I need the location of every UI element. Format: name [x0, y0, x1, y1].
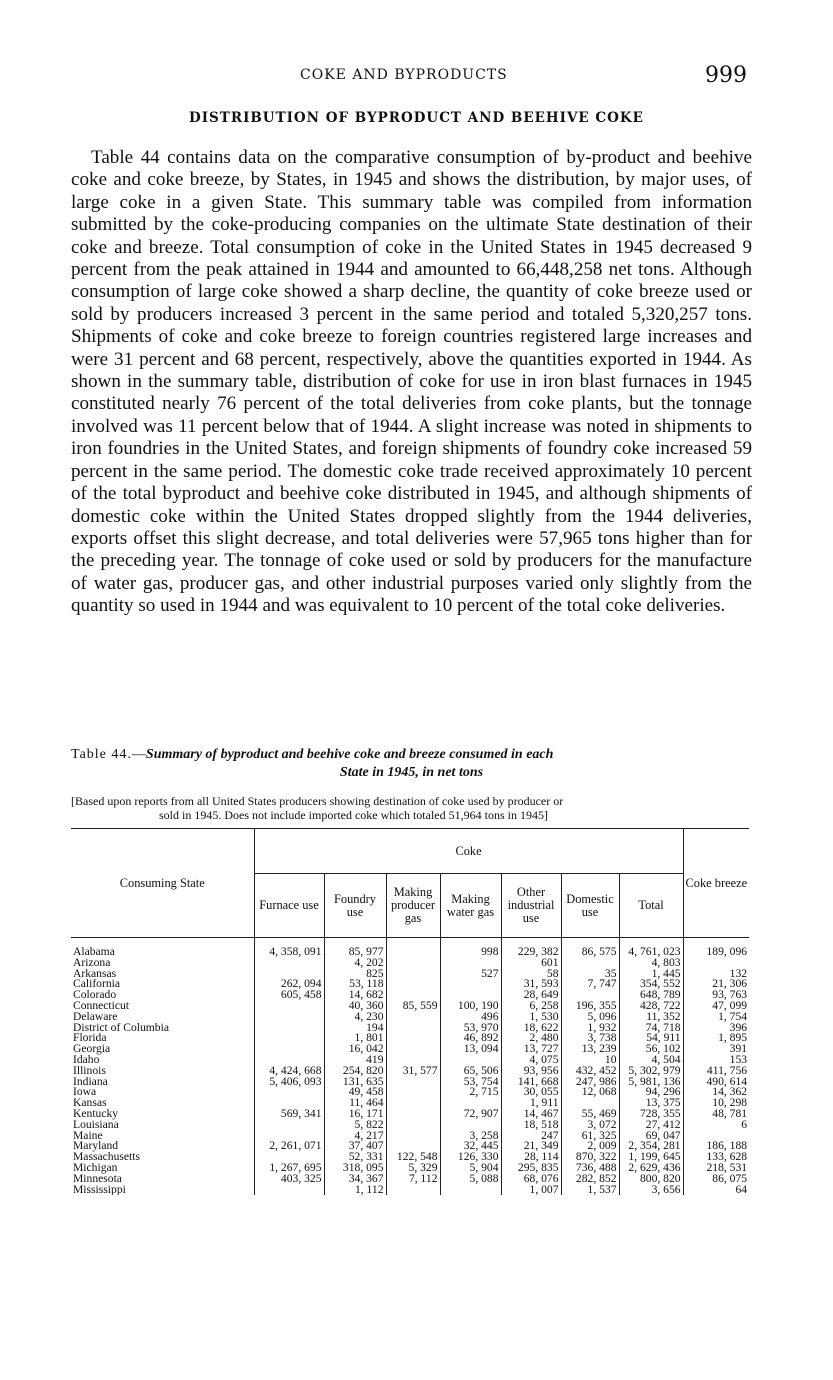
table-row [71, 1174, 749, 1185]
cell-foundry: 85, 977 [324, 938, 386, 958]
cell-furnace [254, 958, 324, 969]
cell-total: 56, 102 [619, 1044, 683, 1055]
cell-domestic: 1, 932 [561, 1023, 619, 1034]
table-row [71, 938, 749, 958]
cell-foundry: 14, 682 [324, 990, 386, 1001]
cell-foundry: 131, 635 [324, 1077, 386, 1088]
cell-breeze: 1, 895 [683, 1033, 749, 1044]
cell-foundry: 16, 042 [324, 1044, 386, 1055]
cell-domestic: 247, 986 [561, 1077, 619, 1088]
table-row [71, 1012, 749, 1023]
cell-breeze: 396 [683, 1023, 749, 1034]
cell-breeze: 186, 188 [683, 1141, 749, 1152]
cell-state: Louisiana [73, 1119, 119, 1131]
cell-other: 31, 593 [501, 979, 561, 990]
cell-total: 4, 761, 023 [619, 938, 683, 958]
cell-producer-gas [386, 969, 440, 980]
header-coke-breeze: Coke breeze [683, 829, 749, 938]
cell-state: Iowa [73, 1087, 97, 1099]
cell-breeze: 10, 298 [683, 1098, 749, 1109]
cell-breeze: 133, 628 [683, 1152, 749, 1163]
table-caption-text: Summary of byproduct and beehive coke and breeze consumed in each [145, 747, 554, 762]
table-row [71, 990, 749, 1001]
cell-water-gas: 53, 754 [440, 1077, 501, 1088]
cell-producer-gas [386, 1077, 440, 1088]
table-row [71, 1098, 749, 1109]
cell-other: 93, 956 [501, 1066, 561, 1077]
cell-domestic: 3, 738 [561, 1033, 619, 1044]
cell-other: 1, 007 [501, 1185, 561, 1196]
cell-furnace [254, 1012, 324, 1023]
table-body [71, 938, 749, 1196]
cell-furnace [254, 969, 324, 980]
section-heading: DISTRIBUTION OF BYPRODUCT AND BEEHIVE COKE [189, 110, 644, 126]
cell-breeze: 132 [683, 969, 749, 980]
cell-total: 13, 375 [619, 1098, 683, 1109]
cell-state: Minnesota [73, 1173, 122, 1185]
table-row [71, 1152, 749, 1163]
cell-water-gas: 13, 094 [440, 1044, 501, 1055]
cell-other: 13, 727 [501, 1044, 561, 1055]
cell-total: 94, 296 [619, 1087, 683, 1098]
cell-domestic: 10 [561, 1055, 619, 1066]
cell-domestic: 86, 575 [561, 938, 619, 958]
table-note [71, 794, 752, 822]
table-note-line-2: sold in 1945. Does not include imported coke which totaled 51,964 tons in 1945] [159, 808, 548, 822]
cell-state: Georgia [73, 1044, 111, 1055]
cell-total: 648, 789 [619, 990, 683, 1001]
table-note-line-1: [Based upon reports from all United States producers showing destination of coke used by producer or [71, 794, 564, 808]
cell-other: 21, 349 [501, 1141, 561, 1152]
cell-other: 601 [501, 958, 561, 969]
cell-domestic: 2, 009 [561, 1141, 619, 1152]
cell-foundry: 34, 367 [324, 1174, 386, 1185]
cell-foundry: 49, 458 [324, 1087, 386, 1098]
cell-total: 27, 412 [619, 1120, 683, 1131]
table-row [71, 1131, 749, 1142]
cell-domestic: 3, 072 [561, 1120, 619, 1131]
cell-furnace [254, 1185, 324, 1196]
cell-water-gas [440, 979, 501, 990]
cell-total: 2, 354, 281 [619, 1141, 683, 1152]
table-row [71, 1033, 749, 1044]
cell-producer-gas: 7, 112 [386, 1174, 440, 1185]
cell-state: Alabama [73, 945, 115, 958]
header-consuming-state: Consuming State [71, 829, 254, 938]
table-row [71, 1120, 749, 1131]
cell-water-gas: 2, 715 [440, 1087, 501, 1098]
cell-domestic: 282, 852 [561, 1174, 619, 1185]
cell-breeze: 411, 756 [683, 1066, 749, 1077]
cell-furnace: 605, 458 [254, 990, 324, 1001]
table-row [71, 1044, 749, 1055]
table-row [71, 1055, 749, 1066]
cell-foundry: 40, 360 [324, 1001, 386, 1012]
header-coke-group: Coke [254, 829, 683, 874]
cell-furnace: 4, 424, 668 [254, 1066, 324, 1077]
cell-state: Delaware [73, 1011, 118, 1023]
cell-water-gas: 100, 190 [440, 1001, 501, 1012]
cell-producer-gas: 122, 548 [386, 1152, 440, 1163]
header-water-gas: Making water gas [440, 874, 501, 938]
cell-water-gas [440, 1120, 501, 1131]
cell-water-gas [440, 990, 501, 1001]
table-row [71, 979, 749, 990]
cell-producer-gas [386, 958, 440, 969]
cell-total: 69, 047 [619, 1131, 683, 1142]
cell-breeze: 1, 754 [683, 1012, 749, 1023]
cell-foundry: 1, 801 [324, 1033, 386, 1044]
cell-producer-gas [386, 1131, 440, 1142]
table-row [71, 1023, 749, 1034]
cell-domestic: 55, 469 [561, 1109, 619, 1120]
cell-furnace: 4, 358, 091 [254, 938, 324, 958]
cell-domestic: 13, 239 [561, 1044, 619, 1055]
cell-domestic: 432, 452 [561, 1066, 619, 1077]
cell-producer-gas [386, 1033, 440, 1044]
table-caption-line-1: Table 44.—Summary of byproduct and beehive coke and breeze consumed in each [71, 747, 554, 762]
cell-producer-gas [386, 979, 440, 990]
cell-water-gas: 65, 506 [440, 1066, 501, 1077]
cell-other: 14, 467 [501, 1109, 561, 1120]
cell-foundry: 4, 230 [324, 1012, 386, 1023]
cell-breeze [683, 958, 749, 969]
cell-breeze: 86, 075 [683, 1174, 749, 1185]
cell-producer-gas [386, 1141, 440, 1152]
cell-water-gas [440, 1055, 501, 1066]
table-row [71, 1185, 749, 1196]
cell-total: 54, 911 [619, 1033, 683, 1044]
cell-total: 5, 302, 979 [619, 1066, 683, 1077]
cell-breeze: 6 [683, 1120, 749, 1131]
header-foundry-use: Foundry use [324, 874, 386, 938]
cell-water-gas: 496 [440, 1012, 501, 1023]
cell-other: 247 [501, 1131, 561, 1142]
running-head [0, 63, 833, 91]
cell-total: 74, 718 [619, 1023, 683, 1034]
cell-foundry: 53, 118 [324, 979, 386, 990]
table-caption-line-2: State in 1945, in net tons [339, 765, 484, 780]
cell-state: Arizona [73, 957, 111, 969]
running-title: COKE AND BYPRODUCTS [300, 67, 508, 83]
cell-producer-gas [386, 1012, 440, 1023]
cell-water-gas: 72, 907 [440, 1109, 501, 1120]
cell-other: 1, 911 [501, 1098, 561, 1109]
cell-foundry: 5, 822 [324, 1120, 386, 1131]
table-row [71, 1087, 749, 1098]
table-row [71, 958, 749, 969]
cell-state: Maryland [73, 1141, 119, 1153]
cell-domestic: 736, 488 [561, 1163, 619, 1174]
cell-other: 18, 622 [501, 1023, 561, 1034]
cell-furnace [254, 1131, 324, 1142]
cell-foundry: 419 [324, 1055, 386, 1066]
cell-other: 141, 668 [501, 1077, 561, 1088]
cell-producer-gas [386, 1120, 440, 1131]
table-row [71, 1077, 749, 1088]
cell-foundry: 1, 112 [324, 1185, 386, 1196]
cell-domestic [561, 1098, 619, 1109]
cell-water-gas: 46, 892 [440, 1033, 501, 1044]
cell-breeze: 189, 096 [683, 938, 749, 958]
cell-furnace [254, 1055, 324, 1066]
cell-breeze [683, 1131, 749, 1142]
cell-state: California [73, 979, 121, 991]
cell-foundry: 318, 095 [324, 1163, 386, 1174]
body-paragraph: Table 44 contains data on the comparative consumption of by-product and beehive coke and coke breeze, by States, in 1945 and shows the distribution, by major uses, of large coke in a given State. This summary table was compiled from information submitted by the coke-producing companies on the ultimate State destination of their coke and breeze. Total consumption of coke in the United States in 1945 decreased 9 percent from the peak attained in 1944 and amounted to 66,448,258 net tons. Although consumption of large coke showed a sharp decline, the quantity of coke breeze used or sold by producers increased 3 percent in the same period and totaled 5,320,257 tons. Shipments of coke and coke breeze to foreign countries registered large increases and were 31 percent and 68 percent, respectively, above the quantities exported in 1944. As shown in the summary table, distribution of coke for use in iron blast furnaces in 1945 constituted nearly 76 percent of the total deliveries from coke plants, but the tonnage involved was 11 percent below that of 1944. A slight increase was noted in shipments to iron foundries in the United States, and foreign shipments of foundry coke increased 59 percent in the same period. The domestic coke trade received approximately 10 percent of the total byproduct and beehive coke distributed in 1945, and although shipments of domestic coke within the United States dropped slightly from the 1944 deliveries, exports offset this slight decrease, and total deliveries were 57,965 tons higher than for the preceding year. The tonnage of coke used or sold by producers for the manufacture of water gas, producer gas, and other industrial purposes varied only slightly from the quantity so used in 1944 and was equivalent to 10 percent of the total coke deliveries. [71, 147, 752, 617]
cell-furnace: 2, 261, 071 [254, 1141, 324, 1152]
cell-state: Kansas [73, 1098, 107, 1109]
cell-domestic: 7, 747 [561, 979, 619, 990]
cell-total: 800, 820 [619, 1174, 683, 1185]
cell-foundry: 11, 464 [324, 1098, 386, 1109]
cell-breeze: 93, 763 [683, 990, 749, 1001]
cell-water-gas: 126, 330 [440, 1152, 501, 1163]
cell-furnace [254, 1001, 324, 1012]
cell-total: 1, 445 [619, 969, 683, 980]
cell-foundry: 194 [324, 1023, 386, 1034]
table-row [71, 969, 749, 980]
cell-other: 1, 530 [501, 1012, 561, 1023]
cell-producer-gas [386, 1087, 440, 1098]
cell-other: 28, 649 [501, 990, 561, 1001]
cell-total: 1, 199, 645 [619, 1152, 683, 1163]
table-row [71, 1109, 749, 1120]
cell-producer-gas [386, 1023, 440, 1034]
page-number: 999 [705, 63, 747, 88]
cell-producer-gas [386, 990, 440, 1001]
cell-water-gas [440, 958, 501, 969]
cell-state: Illinois [73, 1065, 106, 1077]
cell-furnace: 262, 094 [254, 979, 324, 990]
cell-water-gas: 3, 258 [440, 1131, 501, 1142]
cell-furnace [254, 1152, 324, 1163]
cell-state: Indiana [73, 1076, 108, 1088]
cell-domestic: 1, 537 [561, 1185, 619, 1196]
cell-foundry: 4, 217 [324, 1131, 386, 1142]
cell-other: 58 [501, 969, 561, 980]
cell-producer-gas [386, 1109, 440, 1120]
cell-breeze: 64 [683, 1185, 749, 1196]
cell-water-gas: 527 [440, 969, 501, 980]
cell-other: 2, 480 [501, 1033, 561, 1044]
cell-water-gas: 32, 445 [440, 1141, 501, 1152]
cell-state: Colorado [73, 990, 117, 1001]
cell-breeze: 218, 531 [683, 1163, 749, 1174]
cell-breeze: 48, 781 [683, 1109, 749, 1120]
cell-total: 2, 629, 436 [619, 1163, 683, 1174]
cell-total: 4, 504 [619, 1055, 683, 1066]
cell-total: 3, 656 [619, 1185, 683, 1196]
cell-state: District of Columbia [73, 1022, 169, 1034]
cell-breeze: 391 [683, 1044, 749, 1055]
cell-total: 354, 552 [619, 979, 683, 990]
table-row [71, 1001, 749, 1012]
cell-producer-gas [386, 1044, 440, 1055]
cell-foundry: 37, 407 [324, 1141, 386, 1152]
cell-domestic: 61, 325 [561, 1131, 619, 1142]
cell-foundry: 4, 202 [324, 958, 386, 969]
cell-furnace: 403, 325 [254, 1174, 324, 1185]
table-label: Table 44. [71, 747, 132, 762]
cell-other: 295, 835 [501, 1163, 561, 1174]
cell-state: Mississippi [73, 1184, 126, 1196]
cell-state: Idaho [73, 1054, 100, 1066]
cell-breeze: 14, 362 [683, 1087, 749, 1098]
cell-producer-gas [386, 1185, 440, 1196]
cell-state: Michigan [73, 1162, 118, 1174]
cell-foundry: 254, 820 [324, 1066, 386, 1077]
cell-domestic [561, 990, 619, 1001]
header-other-industrial: Other industrial use [501, 874, 561, 938]
cell-water-gas: 53, 970 [440, 1023, 501, 1034]
cell-furnace: 569, 341 [254, 1109, 324, 1120]
cell-other: 4, 075 [501, 1055, 561, 1066]
cell-state: Connecticut [73, 1000, 130, 1012]
cell-producer-gas: 5, 329 [386, 1163, 440, 1174]
cell-producer-gas [386, 938, 440, 958]
cell-domestic: 870, 322 [561, 1152, 619, 1163]
cell-furnace [254, 1044, 324, 1055]
header-total: Total [619, 874, 683, 938]
cell-domestic: 12, 068 [561, 1087, 619, 1098]
cell-total: 4, 803 [619, 958, 683, 969]
cell-furnace: 1, 267, 695 [254, 1163, 324, 1174]
cell-other: 6, 258 [501, 1001, 561, 1012]
cell-other: 30, 055 [501, 1087, 561, 1098]
table-row [71, 1141, 749, 1152]
cell-state: Arkansas [73, 968, 117, 980]
cell-state: Maine [73, 1130, 103, 1142]
cell-other: 68, 076 [501, 1174, 561, 1185]
cell-water-gas [440, 1185, 501, 1196]
cell-other: 229, 382 [501, 938, 561, 958]
cell-producer-gas [386, 1098, 440, 1109]
cell-water-gas [440, 1098, 501, 1109]
cell-furnace [254, 1120, 324, 1131]
cell-total: 11, 352 [619, 1012, 683, 1023]
cell-producer-gas: 31, 577 [386, 1066, 440, 1077]
cell-state: Florida [73, 1033, 107, 1045]
cell-breeze: 153 [683, 1055, 749, 1066]
cell-other: 18, 518 [501, 1120, 561, 1131]
cell-water-gas: 5, 088 [440, 1174, 501, 1185]
cell-foundry: 52, 331 [324, 1152, 386, 1163]
cell-state: Kentucky [73, 1108, 119, 1120]
cell-domestic: 196, 355 [561, 1001, 619, 1012]
cell-producer-gas: 85, 559 [386, 1001, 440, 1012]
header-domestic-use: Domestic use [561, 874, 619, 938]
cell-furnace: 5, 406, 093 [254, 1077, 324, 1088]
cell-domestic: 35 [561, 969, 619, 980]
cell-domestic [561, 958, 619, 969]
cell-other: 28, 114 [501, 1152, 561, 1163]
cell-domestic: 5, 096 [561, 1012, 619, 1023]
cell-furnace [254, 1033, 324, 1044]
table-row [71, 1066, 749, 1077]
cell-producer-gas [386, 1055, 440, 1066]
table-row [71, 1163, 749, 1174]
cell-water-gas: 5, 904 [440, 1163, 501, 1174]
coke-consumption-table [71, 828, 749, 1195]
header-producer-gas: Making producer gas [386, 874, 440, 938]
body-text [71, 147, 752, 618]
cell-breeze: 21, 306 [683, 979, 749, 990]
cell-state: Massachusetts [73, 1152, 140, 1163]
cell-total: 5, 981, 136 [619, 1077, 683, 1088]
cell-foundry: 16, 171 [324, 1109, 386, 1120]
cell-breeze: 47, 099 [683, 1001, 749, 1012]
cell-total: 728, 355 [619, 1109, 683, 1120]
cell-furnace [254, 1023, 324, 1034]
cell-foundry: 825 [324, 969, 386, 980]
cell-total: 428, 722 [619, 1001, 683, 1012]
cell-furnace [254, 1098, 324, 1109]
cell-furnace [254, 1087, 324, 1098]
table-caption [71, 746, 752, 782]
cell-breeze: 490, 614 [683, 1077, 749, 1088]
cell-water-gas: 998 [440, 938, 501, 958]
header-furnace-use: Furnace use [254, 874, 324, 938]
